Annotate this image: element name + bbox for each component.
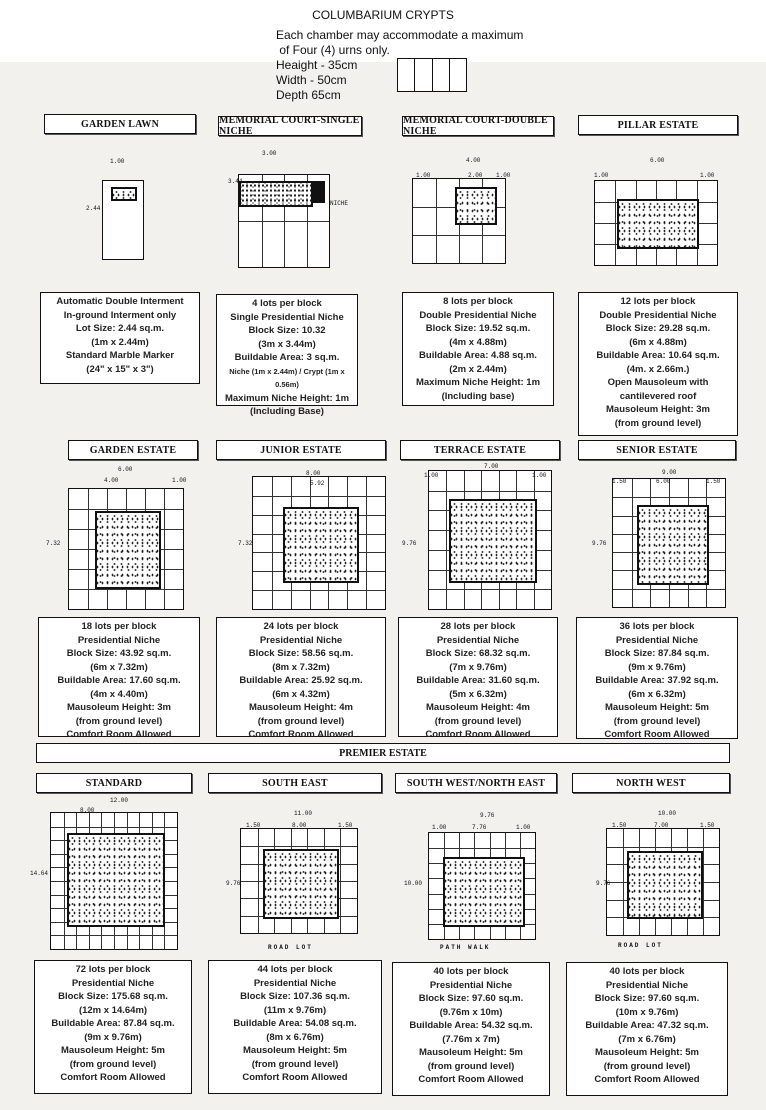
chamber-line: Each chamber may accommodate a maximum <box>276 28 524 42</box>
buildable-area <box>111 187 137 201</box>
plot-info-box <box>216 294 358 417</box>
dimension-label: 9.76 <box>480 812 495 819</box>
dimension-label: 7.32 <box>46 540 61 547</box>
lot-plan-diagram <box>240 828 358 934</box>
info-line: (3m x 3.44m) <box>258 338 316 350</box>
chamber-line: Heaight - 35cm <box>276 58 358 72</box>
info-line: (from ground level) <box>75 715 163 727</box>
buildable-area <box>627 851 703 919</box>
info-line: Comfort Room Allowed <box>66 729 172 740</box>
lot-plan-diagram <box>612 478 726 608</box>
plot-info-box <box>40 292 200 384</box>
info-line: (5m x 6.32m) <box>449 688 507 700</box>
plot-type-label: GARDEN ESTATE <box>68 440 198 460</box>
dimension-label: 8.00 <box>292 822 307 829</box>
lot-plan-diagram <box>594 180 718 266</box>
info-line: Block Size: 97.60 sq.m. <box>418 993 524 1004</box>
plot-type-label: STANDARD <box>36 773 192 793</box>
info-line: Presidential Niche <box>71 977 155 989</box>
info-line: Block Size: 19.52 sq.m. <box>425 323 531 334</box>
plot-type-label: PILLAR ESTATE <box>578 115 738 135</box>
info-line: (4m. x 2.66m.) <box>626 363 690 375</box>
dimension-label: 6.00 <box>118 466 133 473</box>
info-line: Mausoleum Height: 5m <box>595 1047 699 1058</box>
info-line: (10m x 9.76m) <box>615 1006 679 1018</box>
info-line: (from ground level) <box>69 1058 157 1070</box>
info-line: (12m x 14.64m) <box>78 1004 148 1016</box>
dimension-label: 6.00 <box>650 157 665 164</box>
info-line: Open Mausoleum with <box>607 377 709 388</box>
info-line: (9m x 9.76m) <box>628 661 686 673</box>
dimension-label: 9.00 <box>662 469 677 476</box>
lot-plan-diagram <box>50 812 178 950</box>
dimension-label: 1.50 <box>612 822 627 829</box>
info-line: (Including base) <box>441 390 515 402</box>
info-line: Buildable Area: 17.60 sq.m. <box>57 675 181 686</box>
plot-info-box <box>566 962 728 1096</box>
info-line: (7m x 9.76m) <box>449 661 507 673</box>
info-line: (6m x 4.88m) <box>629 336 687 348</box>
info-line: In-ground Interment only <box>63 309 177 321</box>
plot-info-box <box>216 617 386 740</box>
dimension-label: 7.00 <box>654 822 669 829</box>
info-line: (from ground level) <box>257 715 345 727</box>
buildable-area <box>455 187 497 225</box>
info-line: (6m x 7.32m) <box>90 661 148 673</box>
info-line: (8m x 7.32m) <box>272 661 330 673</box>
info-line: 12 lots per block <box>620 296 696 307</box>
lot-plan-diagram <box>606 828 720 936</box>
dimension-label: 1.50 <box>612 478 627 485</box>
info-line: Double Presidential Niche <box>599 309 717 321</box>
info-line: (24" x 15" x 3") <box>86 363 154 375</box>
dimension-label: NICHE <box>330 200 349 207</box>
plot-type-label: MEMORIAL COURT-SINGLE NICHE <box>218 116 362 136</box>
info-line: (4m x 4.40m) <box>90 688 148 700</box>
dimension-label: 9.76 <box>592 540 607 547</box>
info-line: 40 lots per block <box>609 966 685 977</box>
info-line: Buildable Area: 54.32 sq.m. <box>409 1020 533 1031</box>
dimension-label: 14.64 <box>30 870 49 877</box>
info-line: Comfort Room Allowed <box>248 729 354 740</box>
info-line: (from ground level) <box>251 1058 339 1070</box>
info-line: 24 lots per block <box>263 621 339 632</box>
dimension-label: 6.00 <box>656 478 671 485</box>
info-line: Maximum Niche Height: 1m <box>415 377 541 388</box>
dimension-label: 1.00 <box>496 172 511 179</box>
info-line: Mausoleum Height: 4m <box>426 702 530 713</box>
info-line: Automatic Double Interment <box>56 296 184 307</box>
crypt-block <box>311 181 325 203</box>
plot-info-box <box>208 960 382 1094</box>
road-label: PATH WALK <box>440 944 491 951</box>
info-line: Buildable Area: 47.32 sq.m. <box>585 1020 709 1031</box>
info-line: Mausoleum Height: 3m <box>606 404 710 415</box>
dimension-label: 9.76 <box>596 880 611 887</box>
buildable-area <box>637 505 709 585</box>
info-line: (1m x 2.44m) <box>91 336 149 348</box>
buildable-area <box>95 511 161 589</box>
chamber-line: of Four (4) urns only. <box>276 43 390 57</box>
info-line: (4m x 4.88m) <box>449 336 507 348</box>
info-line: Presidential Niche <box>436 634 520 646</box>
lot-plan-diagram <box>252 476 386 610</box>
info-line: (from ground level) <box>427 1060 515 1072</box>
dimension-label: 8.00 <box>306 470 321 477</box>
info-line: Buildable Area: 25.92 sq.m. <box>239 675 363 686</box>
info-line: Buildable Area: 37.92 sq.m. <box>595 675 719 686</box>
dimension-label: 1.00 <box>700 172 715 179</box>
info-line: Presidential Niche <box>615 634 699 646</box>
lot-plan-diagram <box>238 174 330 268</box>
info-line: 44 lots per block <box>257 964 333 975</box>
buildable-area <box>449 499 537 583</box>
dimension-label: 7.76 <box>472 824 487 831</box>
plot-type-label: TERRACE ESTATE <box>400 440 560 460</box>
info-line: 72 lots per block <box>75 964 151 975</box>
info-line: (6m x 4.32m) <box>272 688 330 700</box>
dimension-label: 1.00 <box>416 172 431 179</box>
info-line: (9.76m x 10m) <box>439 1006 503 1018</box>
lot-plan-diagram <box>428 470 552 610</box>
info-line: Double Presidential Niche <box>419 309 537 321</box>
page-title: COLUMBARIUM CRYPTS <box>312 8 454 22</box>
info-line: cantilevered roof <box>619 390 697 402</box>
info-line: 36 lots per block <box>619 621 695 632</box>
plot-type-label: GARDEN LAWN <box>44 114 196 134</box>
info-line: Maximum Niche Height: 1m <box>224 392 350 404</box>
info-line: Block Size: 97.60 sq.m. <box>594 993 700 1004</box>
dimension-label: 1.00 <box>532 472 547 479</box>
dimension-label: 7.32 <box>238 540 253 547</box>
info-line: Mausoleum Height: 5m <box>243 1045 347 1056</box>
plot-type-label: SOUTH WEST/NORTH EAST <box>395 773 557 793</box>
info-line: (from ground level) <box>614 417 702 429</box>
plot-info-box <box>398 617 558 740</box>
buildable-area <box>617 199 699 249</box>
info-line: Block Size: 107.36 sq.m. <box>240 991 350 1002</box>
lot-plan-diagram <box>412 178 506 264</box>
dimension-label: 1.00 <box>424 472 439 479</box>
info-line: Lot Size: 2.44 sq.m. <box>75 323 165 334</box>
dimension-label: 1.00 <box>516 824 531 831</box>
plot-type-label: NORTH WEST <box>572 773 730 793</box>
info-line: Block Size: 43.92 sq.m. <box>66 648 172 659</box>
plot-info-box <box>576 617 738 739</box>
info-line: Comfort Room Allowed <box>60 1072 166 1083</box>
dimension-label: 9.76 <box>226 880 241 887</box>
dimension-label: 10.00 <box>658 810 677 817</box>
dimension-label: 3.00 <box>262 150 277 157</box>
dimension-label: 5.92 <box>310 480 325 487</box>
plot-info-box <box>392 962 550 1096</box>
buildable-area <box>67 833 165 927</box>
info-line: Mausoleum Height: 5m <box>419 1047 523 1058</box>
info-line: (7.76m x 7m) <box>442 1033 500 1045</box>
dimension-label: 1.00 <box>110 158 125 165</box>
info-line: Block Size: 87.84 sq.m. <box>604 648 710 659</box>
urn-chamber-diagram <box>397 58 467 92</box>
dimension-label: 10.00 <box>404 880 423 887</box>
plot-type-label: MEMORIAL COURT-DOUBLE NICHE <box>402 116 554 136</box>
info-line: Presidential Niche <box>429 979 513 991</box>
info-line: Presidential Niche <box>259 634 343 646</box>
info-line: Block Size: 68.32 sq.m. <box>425 648 531 659</box>
info-line: 4 lots per block <box>252 298 322 309</box>
info-line: (2m x 2.44m) <box>449 363 507 375</box>
info-line: (11m x 9.76m) <box>263 1004 327 1016</box>
niche-area <box>239 181 313 207</box>
dimension-label: 1.00 <box>594 172 609 179</box>
plot-type-label: SENIOR ESTATE <box>578 440 736 460</box>
info-line: Niche (1m x 2.44m) / Crypt (1m x 0.56m) <box>229 366 345 389</box>
plot-type-label: JUNIOR ESTATE <box>216 440 386 460</box>
dimension-label: 8.00 <box>80 807 95 814</box>
info-line: Mausoleum Height: 4m <box>249 702 353 713</box>
info-line: (7m x 6.76m) <box>618 1033 676 1045</box>
plot-info-box <box>38 617 200 740</box>
info-line: (Including Base) <box>250 406 324 417</box>
info-line: 18 lots per block <box>81 621 157 632</box>
road-label: ROAD LOT <box>618 942 663 949</box>
info-line: Mausoleum Height: 5m <box>61 1045 165 1056</box>
info-line: Block Size: 58.56 sq.m. <box>248 648 354 659</box>
dimension-label: 1.50 <box>338 822 353 829</box>
plot-info-box <box>402 292 554 406</box>
info-line: (8m x 6.76m) <box>266 1031 324 1043</box>
info-line: (9m x 9.76m) <box>84 1031 142 1043</box>
info-line: Presidential Niche <box>605 979 689 991</box>
dimension-label: 9.76 <box>402 540 417 547</box>
info-line: Buildable Area: 3 sq.m. <box>234 352 340 363</box>
dimension-label: 1.00 <box>432 824 447 831</box>
buildable-area <box>263 849 339 919</box>
dimension-label: 1.50 <box>246 822 261 829</box>
dimension-label: 1.50 <box>706 478 721 485</box>
info-line: Comfort Room Allowed <box>425 729 531 740</box>
info-line: Comfort Room Allowed <box>242 1072 348 1083</box>
plot-info-box <box>34 960 192 1094</box>
dimension-label: 7.00 <box>484 463 499 470</box>
info-line: Block Size: 175.68 sq.m. <box>58 991 168 1002</box>
dimension-label: 1.00 <box>172 477 187 484</box>
info-line: 40 lots per block <box>433 966 509 977</box>
info-line: Standard Marble Marker <box>65 350 175 361</box>
info-line: Mausoleum Height: 5m <box>605 702 709 713</box>
dimension-label: 11.00 <box>294 810 313 817</box>
info-line: Single Presidential Niche <box>230 311 344 323</box>
info-line: Mausoleum Height: 3m <box>67 702 171 713</box>
info-line: Presidential Niche <box>77 634 161 646</box>
info-line: Buildable Area: 10.64 sq.m. <box>596 350 720 361</box>
dimension-label: 1.50 <box>700 822 715 829</box>
info-line: (from ground level) <box>434 715 522 727</box>
info-line: 28 lots per block <box>440 621 516 632</box>
info-line: Buildable Area: 87.84 sq.m. <box>51 1018 175 1029</box>
info-line: Block Size: 29.28 sq.m. <box>605 323 711 334</box>
dimension-label: 4.00 <box>466 157 481 164</box>
info-line: Block Size: 10.32 <box>248 325 326 336</box>
buildable-area <box>283 507 359 583</box>
info-line: Buildable Area: 4.88 sq.m. <box>419 350 537 361</box>
dimension-label: 12.00 <box>110 797 129 804</box>
chamber-line: Depth 65cm <box>276 88 341 102</box>
dimension-label: 4.00 <box>104 477 119 484</box>
dimension-label: 2.44 <box>86 205 101 212</box>
plot-info-box <box>578 292 738 436</box>
dimension-label: 3.44 <box>228 178 243 185</box>
info-line: (6m x 6.32m) <box>628 688 686 700</box>
info-line: (from ground level) <box>603 1060 691 1072</box>
info-line: 8 lots per block <box>443 296 513 307</box>
info-line: Buildable Area: 31.60 sq.m. <box>416 675 540 686</box>
buildable-area <box>443 857 525 927</box>
lot-plan-diagram <box>428 832 536 940</box>
chamber-line: Width - 50cm <box>276 73 347 87</box>
premier-estate-banner: PREMIER ESTATE <box>36 743 730 763</box>
lot-plan-diagram <box>102 180 144 260</box>
road-label: ROAD LOT <box>268 944 313 951</box>
info-line: Comfort Room Allowed <box>604 729 710 740</box>
info-line: Buildable Area: 54.08 sq.m. <box>233 1018 357 1029</box>
info-line: Comfort Room Allowed <box>594 1074 700 1085</box>
dimension-label: 2.00 <box>468 172 483 179</box>
info-line: Presidential Niche <box>253 977 337 989</box>
lot-plan-diagram <box>68 488 184 610</box>
plot-type-label: SOUTH EAST <box>208 773 382 793</box>
info-line: (from ground level) <box>613 715 701 727</box>
info-line: Comfort Room Allowed <box>418 1074 524 1085</box>
